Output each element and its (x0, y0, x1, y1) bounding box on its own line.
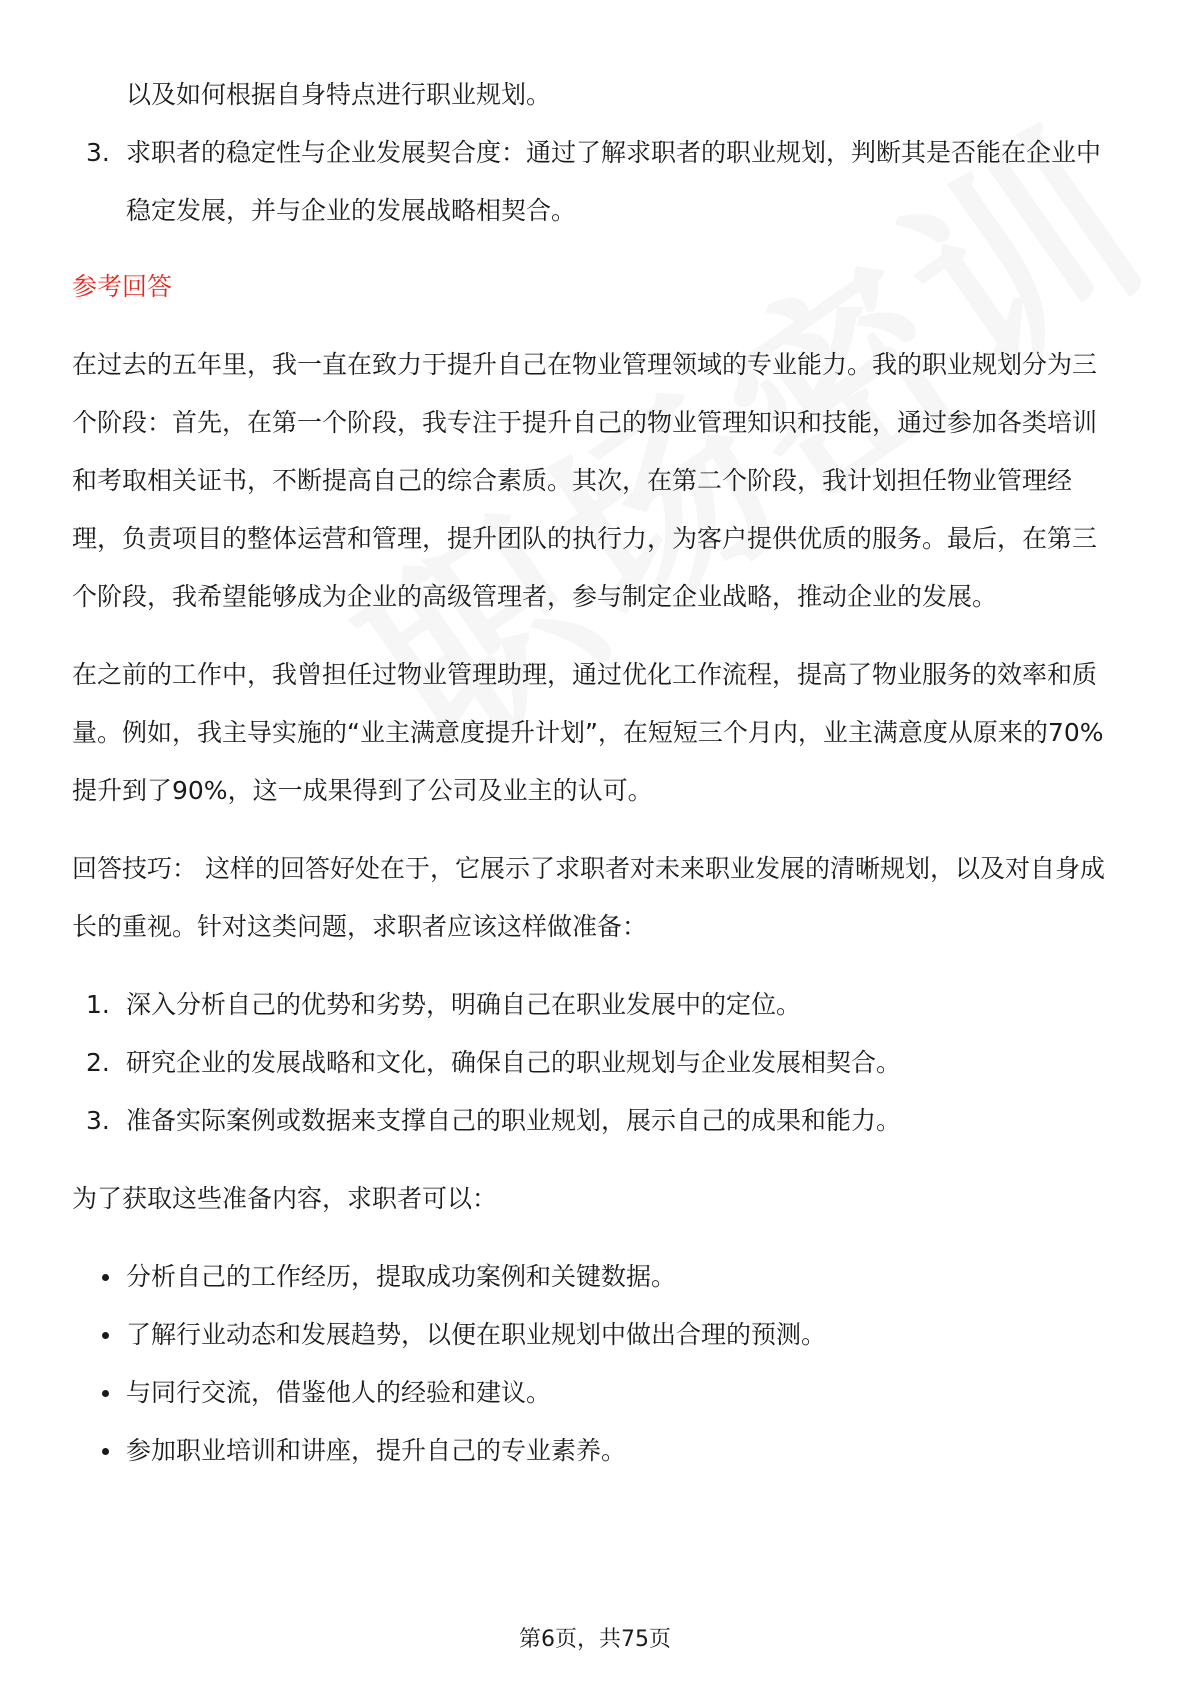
list-item-text: 深入分析自己的优势和劣势，明确自己在职业发展中的定位。 (126, 990, 802, 1019)
list-item (72, 124, 1120, 240)
list-item-text: 准备实际案例或数据来支撑自己的职业规划，展示自己的成果和能力。 (126, 1106, 902, 1135)
bullet-icon (102, 1448, 109, 1455)
obtain-intro: 为了获取这些准备内容，求职者可以： (72, 1184, 498, 1213)
answer-paragraph-1: 在过去的五年里，我一直在致力于提升自己在物业管理领域的专业能力。我的职业规划分为三个阶段：首先，在第一个阶段，我专注于提升自己的物业管理知识和技能，通过参加各类培训和考取相关证书，不断提高自己的综合素质。其次，在第二个阶段，我计划担任物业管理经理，负责项目的整体运营和管理，提升团队的执行力，为客户提供优质的服务。最后，在第三个阶段，我希望能够成为企业的高级管理者，参与制定企业战略，推动企业的发展。 (72, 350, 1098, 611)
tips-paragraph: 回答技巧： 这样的回答好处在于，它展示了求职者对未来职业发展的清晰规划，以及对自身成长的重视。针对这类问题，求职者应该这样做准备： (72, 854, 1105, 941)
list-number: 2. (86, 1048, 110, 1077)
list-item-text: 与同行交流，借鉴他人的经验和建议。 (126, 1378, 552, 1407)
list-item (72, 1034, 1120, 1092)
list-item (72, 1364, 1120, 1422)
list-continuation: 以及如何根据自身特点进行职业规划。 (126, 80, 552, 109)
prep-numbered-list (72, 976, 1120, 1150)
section-title: 参考回答 (72, 272, 173, 301)
list-item-text: 参加职业培训和讲座，提升自己的专业素养。 (126, 1436, 627, 1465)
list-item-text: 研究企业的发展战略和文化，确保自己的职业规划与企业发展相契合。 (126, 1048, 902, 1077)
list-item-text: 了解行业动态和发展趋势，以便在职业规划中做出合理的预测。 (126, 1320, 827, 1349)
list-number: 3. (86, 138, 110, 167)
answer-paragraph-2: 在之前的工作中，我曾担任过物业管理助理，通过优化工作流程，提高了物业服务的效率和质量。例如，我主导实施的“业主满意度提升计划”，在短短三个月内，业主满意度从原来的70%提升到了90%，这一成果得到了公司及业主的认可。 (72, 660, 1104, 805)
list-item-text: 求职者的稳定性与企业发展契合度：通过了解求职者的职业规划，判断其是否能在企业中稳定发展，并与企业的发展战略相契合。 (126, 138, 1102, 225)
bullet-icon (102, 1390, 109, 1397)
bullet-list (72, 1248, 1120, 1480)
list-item (72, 1422, 1120, 1480)
top-numbered-list (72, 124, 1120, 240)
page-number: 第6页，共75页 (519, 1627, 671, 1652)
list-item (72, 976, 1120, 1034)
list-number: 3. (86, 1106, 110, 1135)
bullet-icon (102, 1332, 109, 1339)
list-item (72, 1306, 1120, 1364)
list-item-text: 分析自己的工作经历，提取成功案例和关键数据。 (126, 1262, 677, 1291)
page-content (72, 66, 1120, 1480)
list-number: 1. (86, 990, 110, 1019)
list-item (72, 1092, 1120, 1150)
bullet-icon (102, 1274, 109, 1281)
list-item (72, 1248, 1120, 1306)
